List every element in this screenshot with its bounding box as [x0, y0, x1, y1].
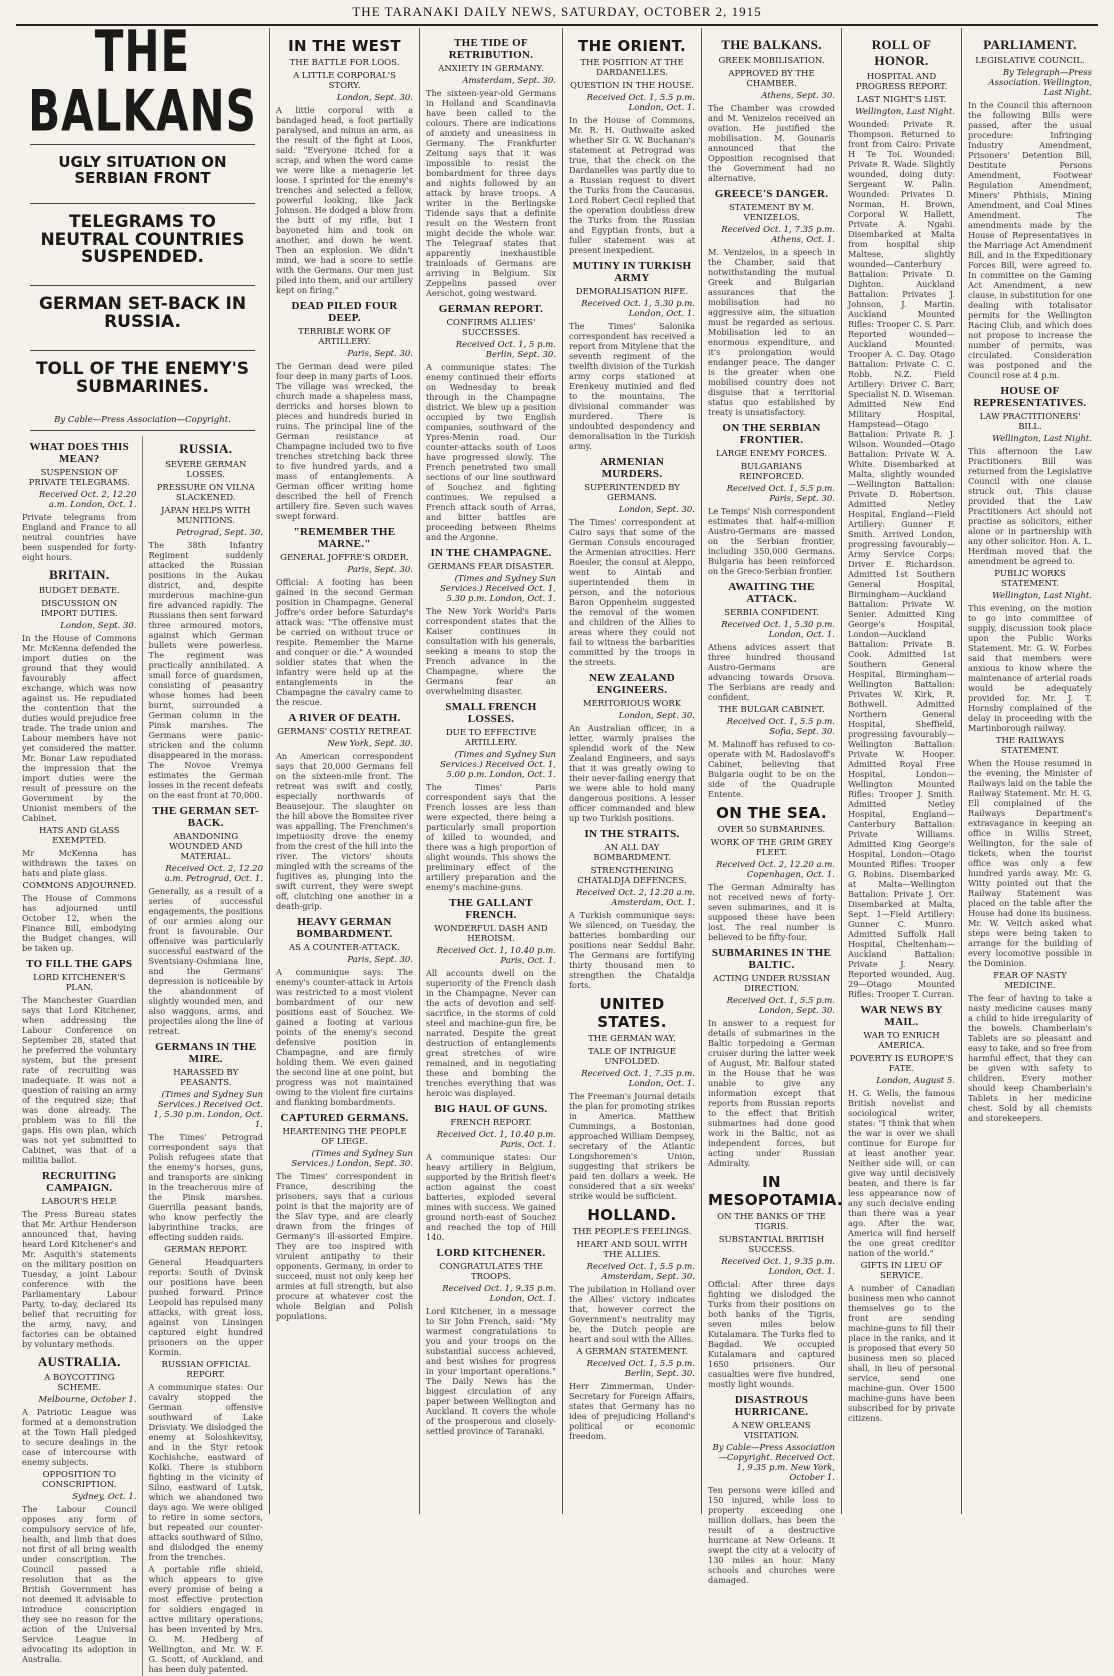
- subheading: ACTING UNDER RUSSIAN DIRECTION.: [712, 974, 831, 994]
- article-body: This evening, on the motion to go into committee of supply, discussion took place upon the Public Works Statement. Mr. G. W. Forbes said that members were anxious to know where the maintenance of arterial roads would be adequately provided for. Mr. J. T. Hornsby complained of the delay in proceeding with the Martinborough railway.: [968, 603, 1092, 733]
- article-body: Official: A footing has been gained in the second German position in Champagne. General Joffre's order before Saturday's attack was: "The offensive must be carried on without truce or respite. Remember the Marne and conquer or die." A wounded soldier states that when the infantry were held up at the entanglements in the Champagne the cavalry came to the rescue.: [276, 577, 413, 707]
- subheadline-german-setback: GERMAN SET-BACK IN RUSSIA.: [38, 294, 247, 333]
- subheading: THE BATTLE FOR LOOS.: [289, 58, 400, 68]
- column-parliament: [962, 28, 1098, 1514]
- section-heading: CAPTURED GERMANS.: [280, 1112, 409, 1124]
- subheadline-telegrams: TELEGRAMS TO NEUTRAL COUNTRIES SUSPENDED.: [40, 211, 245, 268]
- section-heading: THE ORIENT.: [578, 37, 686, 55]
- section-heading: A RIVER OF DEATH.: [288, 712, 401, 724]
- subheading: THE RAILWAYS STATEMENT.: [995, 736, 1065, 756]
- subheading: THE POSITION AT THE DARDANELLES.: [580, 58, 684, 78]
- article-body: The jubilation in Holland over the Allies' victory indicates that, however correct the Government's neutrality may be, the Dutch people are heart and soul with the Allies.: [569, 1284, 695, 1344]
- article-body: The Press Bureau states that Mr. Arthur Henderson announced that, having heard Lord Kitchener's and Mr. Asquith's statements on the military position on Tuesday, a joint Labour conference with the Parliamentary Labour Party, to-day, declared its belief that recruiting for the army, navy, and factories can be obtained by voluntary methods.: [22, 1208, 137, 1349]
- article-body: Lord Kitchener, in a message to Sir John French, said: "My warmest congratulations to you and your troops on the substantial success achieved, and best wishes for progress in your important operations." The Daily News has the biggest circulation of any paper between Wellington and Auckland. It covers the whole of the prosperous and closely-settled province of Taranaki.: [426, 1306, 556, 1436]
- section-heading: RUSSIA.: [179, 440, 233, 456]
- dateline: Received Oct. 2, 12.20 a.m. Amsterdam, Oct. 1.: [576, 888, 695, 908]
- column-roll-of-honor: [842, 28, 962, 1514]
- subheading: WAR TO ENRICH AMERICA.: [863, 1031, 940, 1051]
- dateline: London, Sept. 30.: [618, 711, 695, 721]
- masthead: THE TARANAKI DAILY NEWS, SATURDAY, OCTOBER 2, 1915: [16, 4, 1098, 26]
- subheading: OPPOSITION TO CONSCRIPTION.: [42, 1469, 117, 1490]
- subheading: OVER 50 SUBMARINES.: [717, 825, 826, 835]
- subheading: LORD KITCHENER'S PLAN.: [33, 972, 126, 993]
- article-body: Official: After three days fighting we dislodged the Turks from their positions on both banks of the Tigris, seven miles below Kutalamara. The Turks fled to Bagdad. We occupied Kutalamara and captured 1650 prisoners. Our casualties were five hundred, mostly light wounds.: [708, 1279, 835, 1389]
- subheading: BUDGET DEBATE.: [38, 585, 120, 596]
- dateline: Received Oct. 1, 9.35 p.m. London, Oct. 1.: [442, 1284, 556, 1304]
- article-body: A little corporal with a bandaged head, a foot partially paralysed, and minus an arm, as the result of the fight at Loos, said: "Everyone itched for a scrap, and when the word came we were like a menagerie let loose. I sprinted for the enemy's trenches and selected a fellow, powerful looking, like Jack Johnson. He dodged a blow from the butt of my rifle, but I bayoneted him and took on another, and down he went. Then an explosion. We didn't mind, we had a score to settle with the Germans. Our men just piled into them, and our artillery kept on firing.": [276, 105, 413, 295]
- subheading: CONFIRMS ALLIES' SUCCESSES.: [446, 318, 536, 338]
- article-body: Herr Zimmerman, Under-Secretary for Foreign Affairs, states that Germany has no idea of prejudicing Holland's political or economic freedom.: [569, 1381, 695, 1441]
- dateline: Received Oct. 2, 12.20 a.m. Copenhagen, Oct. 1.: [716, 860, 835, 880]
- article-body: The 38th Infantry Regiment suddenly attacked the Russian positions in the Aukau district, and, despite murderous machine-gun fire advanced rapidly. The Russians then sent forward three armoured motors, against which German bullets were powerless. The regiment was practically annihilated. A small force of guardsmen, consisting of peasantry whose homes had been burnt, surrounded a German column in the Pinsk marshes. The Germans were panic-stricken and the column disappeared in the morass. The Novoe Vremya estimates the German losses in the recent defeats on the east front at 70,000.: [148, 539, 263, 800]
- section-heading: AUSTRALIA.: [37, 1353, 121, 1369]
- subheading: SUBSTANTIAL BRITISH SUCCESS.: [718, 1235, 825, 1255]
- section-heading: IN THE WEST: [288, 37, 401, 55]
- subheading: FEAR OF NASTY MEDICINE.: [993, 971, 1067, 991]
- section-heading: THE TIDE OF RETRIBUTION.: [448, 37, 534, 61]
- subheading: A LITTLE CORPORAL'S STORY.: [293, 71, 396, 91]
- article-body: H. G. Wells, the famous British novelist and sociological writer, states: "I think that when the war is over we shall continue for Europe for at least another year. Neither side will, or can give way until decisively beaten, and there is far less appearance now of any such decisive ending than there was a year ago. After the war, America will find herself the one great creditor nation of the world.": [848, 1088, 955, 1258]
- dateline: Athens, Sept. 30.: [761, 91, 835, 101]
- section-heading: NEW ZEALAND ENGINEERS.: [589, 672, 675, 696]
- section-heading: SUBMARINES IN THE BALTIC.: [711, 947, 832, 971]
- article-body: The Manchester Guardian says that Lord Kitchener, when addressing the Labour Conference on September 28, stated that he preferred the voluntary system, but the present rate of recruiting was inadequate. It was not a question of raising an army of the required size; that was done already. The problem was to fill the gaps. His own plan, which was not yet submitted to Cabinet, was that of a militia ballot.: [22, 994, 137, 1165]
- dateline: By Telegraph—Press Association. Wellington, Last Night.: [988, 68, 1092, 98]
- article-body: M. Venizelos, in a speech in the Chamber, said that notwithstanding the mutual Greek and Bulgarian assurances that the mobilisation had no aggressive aim, the situation must be regarded as serious. Mobilisation led to an enormous expenditure, and it's prolongation would endanger peace. The danger is the greater when one mobilised country does not disguise that a territorial status quo established by treaty is unsatisfactory.: [708, 247, 835, 417]
- column-in-the-west: [270, 28, 420, 1514]
- section-heading: DISASTROUS HURRICANE.: [734, 1394, 809, 1418]
- section-heading: PARLIAMENT.: [983, 37, 1077, 52]
- column-the-balkans: [702, 28, 843, 1585]
- section-heading: UNITED STATES.: [597, 995, 667, 1031]
- dateline: Received Oct. 1, 5.5 p.m. Sofia, Sept. 30.: [726, 717, 835, 737]
- subheading: SERBIA CONFIDENT.: [724, 608, 819, 618]
- section-heading: BRITAIN.: [49, 566, 110, 582]
- subheading: SUSPENSION OF PRIVATE TELEGRAMS.: [28, 467, 130, 488]
- subheading: BULGARIANS REINFORCED.: [739, 462, 804, 482]
- article-body: The Times' correspondent at Cairo says that some of the German Consuls encouraged the Armenian atrocities. Herr Roesler, the consul at Aleppo, went to Aintab and superintended them in person, and the notorious Baron Oppenheim suggested the removal of the women and children of the Allies to areas where they could not fail to witness the barbarities committed by the troops in the streets.: [569, 517, 695, 667]
- subheading: LABOUR'S HELP.: [41, 1196, 118, 1207]
- divider: [30, 430, 255, 431]
- subheading: AN ALL DAY BOMBARDMENT.: [593, 843, 671, 863]
- subheading: ON THE BANKS OF THE TIGRIS.: [717, 1212, 826, 1232]
- article-body: Ten persons were killed and 150 injured, while loss to property exceeding one million dollars, has been the result of a destructive hurricane at New Orleans. It swept the city at a velocity of 130 miles an hour. Many schools and churches were damaged.: [708, 1485, 835, 1585]
- dateline: Received Oct. 1, 5 p.m. Berlin, Sept. 30.: [455, 340, 556, 360]
- article-body: Wounded: Private R. Thompson. Returned to front from Cairo: Private H Te Toi. Wounded: Private R. Wade. Slightly wounded, doing duty: Sergeant W. Palin. Wounded: Privates D. Norman, H. Brown, Corporal W. Hallett, Private A. Ngahi. Disembarked at Malta from hospital ship Maltese, slightly wounded—Canterbury Battalion: Private D. Dighton. Auckland Battalion: Privates J. Johnson, J. Martin. Auckland Mounted Rifles: Trooper C. S. Parr. Reported wounded—Auckland Mounted: Trooper A. C. Day. Otago Battalion: Private C. C. Robb. N.Z. Field Artillery: Driver C. Barr, Specialist N. D. Wiseman. Admitted New End Military Hospital, Hampstead—Otago Battalion: Private R. J. Wilson. Wounded—Otago Battalion: Private W. A. White. Disembarked at Malta, slightly wounded—Wellington Battalion: Private D. Robertson. Admitted Netley Hospital, England—Field Artillery: Gunner F. Smith. Arrived London, progressing favourably—Army Service Corps: Driver E. Richardson. Admitted 1st Southern General Hospital, Birmingham—Auckland Battalion: Private W. Senier. Admitted King George's Hospital, London—Auckland Battalion: Private B. Cook. Admitted 1st Southern General Hospital, Birmingham—Wellington Battalion: Privates W. Kirk, R. Bothwell. Admitted Northern General Hospital, Sheffield, progressing favourably—Wellington Battalion: Private W. Hooper. Admitted Royal Free Hospital, London—Wellington Mounted Rifles: Trooper J. Smith. Admitted Netley Hospital, England—Canterbury Battalion: Private Williams. Admitted King George's Hospital, London—Otago Mounted Rifles: Trooper G. Robins. Disembarked at Malta—Wellington Battalion: Private J. Orr. Disembarked at Malta, Sept. 1—Field Artillery: Gunner C. Munro. Admitted Suffolk Hall Hospital, Cheltenham—Auckland Battalion: Private J. Neary. Reported wounded, Aug. 29—Otago Mounted Rifles: Trooper T. Curran.: [848, 119, 955, 999]
- subheading: GENERAL JOFFRE'S ORDER.: [280, 553, 409, 563]
- section-heading: ARMENIAN MURDERS.: [599, 456, 665, 480]
- article-body: A number of Canadian business men who cannot themselves go to the front are sending machine-guns to fill their place in the ranks, and it is proposed that every 50 business men so placed shall, in lieu of personal service, send one machine-gun. Over 1500 machine-guns have been subscribed for by private citizens.: [848, 1283, 955, 1423]
- dateline: New York, Sept. 30.: [327, 739, 413, 749]
- subheading: QUESTION IN THE HOUSE.: [569, 81, 695, 91]
- dateline: Received Oct. 1, 9.35 p.m. London, Oct. 1.: [721, 1257, 835, 1277]
- subheading: PRESSURE ON VILNA SLACKENED.: [156, 482, 255, 503]
- subheading: A GERMAN STATEMENT.: [576, 1347, 688, 1357]
- section-heading: GREECE'S DANGER.: [714, 188, 829, 200]
- column-the-orient: [563, 28, 702, 1514]
- article-body: The Times' Paris correspondent says that the French losses are less than were expected, there being a particularly small proportion of killed to wounded, and there was a high proportion of slight wounds. This shows the preliminary effect of the artillery preparation and the enemy's machine-guns.: [426, 782, 556, 892]
- dateline: Amsterdam, Sept. 30.: [462, 76, 556, 86]
- subheading: DUE TO EFFECTIVE ARTILLERY.: [445, 728, 537, 748]
- article-body: The sixteen-year-old Germans in Holland and Scandinavia have been called to the colours. There are indications of anxiety and uneasiness in Germany. The Frankfurter Zeitung says that it was impossible to resist the bombardment for three days and nights followed by an attack by brave troops. A writer in the Berlingske Tidende says that a definite result on the Western front might decide the whole war. The Telegraaf states that apparently inexhaustible trainloads of Germans are arriving in Belgium. Six Zeppelins passed over Aerschot, going westward.: [426, 88, 556, 298]
- dateline: Petrograd, Sept. 30.: [175, 527, 263, 538]
- section-heading: MUTINY IN TURKISH ARMY: [572, 260, 692, 284]
- subheading: A BOYCOTTING SCHEME.: [44, 1372, 115, 1393]
- dateline: Received Oct. 1, 10.40 p.m. Paris, Oct. 1.: [436, 946, 556, 966]
- section-heading: SMALL FRENCH LOSSES.: [445, 701, 537, 725]
- subheading: WONDERFUL DASH AND HEROISM.: [434, 924, 548, 944]
- subheading: THE PEOPLE'S FEELINGS.: [572, 1227, 692, 1237]
- subheading: SEVERE GERMAN LOSSES.: [165, 459, 247, 480]
- dateline: Paris, Sept. 30.: [347, 349, 413, 359]
- dateline: Received Oct. 2, 12.20 a.m. Petrograd, Oct. 1.: [164, 863, 263, 884]
- subheadline-serbian-front: UGLY SITUATION ON SERBIAN FRONT: [58, 153, 227, 187]
- article-body: A communique says: The enemy's counter-attack in Artois was restricted to a most violent bombardment of our new positions east of Souchez. We gained a footing at various points of the enemy's second defensive position in Champagne, and are firmly holding them. We even gained the second line at one point, but progress was not maintained owing to the violent fire curtains and flanking bombardments.: [276, 967, 413, 1107]
- subheading: MERITORIOUS WORK: [582, 699, 682, 709]
- article-body: The House of Commons has adjourned until October 12, when the Finance Bill, embodying the Budget changes, will be taken up.: [22, 892, 137, 953]
- article-body: M. Malinoff has refused to co-operate with M. Radoslavoff's Cabinet, believing that Bulgaria ought to be on the side of the Quadruple Entente.: [708, 739, 835, 799]
- section-heading: RECRUITING CAMPAIGN.: [41, 1169, 117, 1194]
- dateline: London, Sept. 30.: [618, 505, 695, 515]
- article-body: In the House of Commons Mr. McKenna defended the import duties on the ground that they would favourably affect exchange, which was now against us. He repudiated the contention that the duties would prejudice free trade. The trade union and Labour members have not yet considered the matter. Mr. Bonar Law repudiated the impression that the import duties were the result of pressure on the Government by the Unionist members of the Cabinet.: [22, 632, 137, 823]
- article-body: An Australian officer, in a letter, warmly praises the splendid work of the New Zealand Engineers, and says that it was greatly owing to their never-failing energy that we were able to hold many dangerous positions. A lesser officer commanded and blew up two Turkish positions.: [569, 723, 695, 823]
- subheading: GERMANS FEAR DISASTER.: [427, 562, 555, 572]
- dateline: (Times and Sydney Sun Services.) Received Oct. 1, 5.30 p.m. London, Oct. 1.: [153, 1089, 263, 1130]
- section-heading: TO FILL THE GAPS: [26, 957, 133, 970]
- section-heading: LORD KITCHENER.: [436, 1247, 546, 1259]
- section-heading: ROLL OF HONOR.: [871, 37, 932, 68]
- article-body: An American correspondent says that 20,000 Germans fell on the sixteen-mile front. The retreat was swift and costly, especially northwards of Beausejour. The slaughter on the hill above the Bomsitee river was appalling. The Frenchmen's impetuosity drove the enemy from the crest of the hill into the river. The victors' shouts mingled with the screams of the fugitives as, plunging into the swift current, they were swept off, clutching one another in a death-grip.: [276, 751, 413, 911]
- dateline: Received Oct. 1, 5.5 p.m. Paris, Sept. 30.: [726, 484, 835, 504]
- section-heading: WAR NEWS BY MAIL.: [860, 1004, 943, 1028]
- dateline: Received Oct. 1, 7.35 p.m. Athens, Oct. 1.: [721, 225, 835, 245]
- subheading: STRENGTHENING CHATALDJA DEFENCES.: [577, 866, 687, 886]
- subheading: ABANDONING WOUNDED AND MATERIAL.: [169, 831, 243, 862]
- article-body: The Times' Petrograd correspondent says that Polish refugees state that the enemy's horses, guns, and transports are sinking in the treacherous mire of the Pinsk marshes. Guerrilla peasant bands, who know perfectly the labyrinthine tracks, are effecting sudden raids.: [148, 1131, 263, 1242]
- article-body: Private telegrams from England and France to all neutral countries have been suspended for forty-eight hours.: [22, 511, 137, 562]
- subheading: HATS AND GLASS EXEMPTED.: [39, 825, 120, 846]
- article-body: A communique states: Our cavalry stopped the German offensive southward of Lake Drisviaty. We dislodged the enemy at Soloshkevitsy, and in the Styr retook Kochishche, eastward of Kolki. There is stubborn fighting in the vicinity of Silno, eastward of Lutsk, which we abandoned two days ago. We were obliged to retire in some sectors, but repeated our counter-attacks southward of Silno, and dislodged the enemy from the trenches.: [148, 1381, 263, 1562]
- article-body: A portable rifle shield, which appears to give every promise of being a most effective protection for soldiers engaged in active military operations, has been invented by Mrs. O. M. Hedberg of Wellington, and Mr. W. F. G. Scott, of Auckland, and has been duly patented.: [148, 1563, 263, 1674]
- split-columns: [22, 436, 263, 1676]
- section-heading: ON THE SERBIAN FRONTIER.: [722, 422, 821, 446]
- dateline: (Times and Sydney Sun Services.) London, Sept. 30.: [291, 1149, 413, 1169]
- divider: [30, 144, 255, 145]
- section-heading: GERMAN REPORT.: [438, 303, 544, 315]
- article-body: The Times' Salonika correspondent has received a report from Mitylene that the seventh regiment of the twelfth division of the Turkish army corps stationed at Erenkeuy mutinied and fled to the mountains. The divisional commander was murdered. There is undoubted despondency and demoralisation in the Turkish army.: [569, 321, 695, 451]
- article-body: The Labour Council opposes any form of compulsory service of life, health, and limb that does not first of all bring wealth under conscription. The Council passed a resolution that as the British Government has not deemed it advisable to introduce conscription they see no reason for the action of the Universal Service League in advocating its adoption in Australia.: [22, 1503, 137, 1664]
- article-body: A Patriotic League was formed at a demonstration at the Town Hall pledged to secure dealings in the case of intercourse with enemy subjects.: [22, 1406, 137, 1467]
- subheading: GERMANS' COSTLY RETREAT.: [277, 727, 412, 737]
- subheading: THE BULGAR CABINET.: [718, 705, 825, 715]
- subheading: HARASSED BY PEASANTS.: [173, 1067, 239, 1088]
- press-credit: By Cable—Press Association—Copyright.: [54, 414, 231, 425]
- article-body: The fear of having to take a nasty medicine causes many a child to hide irregularity of the bowels. Chamberlain's Tablets are so pleasant and easy to take, and so free from harmful effect, that they can be given with safety to children. Every mother should keep Chamberlain's Tablets in her medicine chest. Sold by all chemists and storekeepers.: [968, 993, 1092, 1123]
- section-heading: THE BALKANS.: [721, 37, 822, 52]
- divider: [30, 350, 255, 351]
- dateline: London, August 5.: [876, 1076, 955, 1086]
- dateline: Received Oct. 1, 7.35 p.m. London, Oct. 1.: [581, 1069, 695, 1089]
- section-heading: DEAD PILED FOUR DEEP.: [291, 300, 398, 324]
- section-heading: "REMEMBER THE MARNE.": [293, 526, 396, 550]
- section-heading: WHAT DOES THIS MEAN?: [29, 440, 130, 465]
- article-body: General Headquarters reports: South of Dvinsk our positions have been pushed forward. Prince Leopold has repulsed many attacks, with great loss, against von Linsingen captured eight hundred prisoners on the upper Kormin.: [148, 1256, 263, 1357]
- dateline: Received Oct. 1, 5.30 p.m. London, Oct. 1.: [581, 299, 695, 319]
- article-body: The German Admiralty has not received news of forty-seven submarines, and it is supposed these have been lost. The real number is believed to be fifty-four.: [708, 882, 835, 942]
- subheading: LEGISLATIVE COUNCIL.: [975, 56, 1085, 66]
- article-body: When the House resumed in the evening, the Minister of Railways laid on the table the Railway Statement. Mr. H. G. Ell complained of the Railways Department's extravagance in keeping an office in Willis Street, Wellington, for the sale of tickets, when the tourist office was only a few hundred yards away. Mr. G. Witty pointed out that the Railway Statement was placed on the table after the House had done its business. Mr. W. Veitch asked what steps were being taken to arrange for the building of every locomotive possible in the Dominion.: [968, 758, 1092, 968]
- dateline: Received Oct. 1, 5.5 p.m. London, Sept. 30.: [726, 996, 835, 1016]
- page-columns: [16, 18, 1098, 1674]
- subheading: RUSSIAN OFFICIAL REPORT.: [161, 1359, 250, 1380]
- subheading: HEARTENING THE PEOPLE OF LIEGE.: [282, 1127, 407, 1147]
- subheading: GREEK MOBILISATION.: [718, 56, 825, 66]
- subheading: WORK OF THE GRIM GREY FLEET.: [710, 838, 833, 858]
- dateline: (Times and Sydney Sun Services.) Received Oct. 1, 5.30 p.m. London, Oct. 1.: [440, 574, 556, 604]
- subheading: COMMONS ADJOURNED.: [22, 880, 137, 891]
- subheading: DEMORALISATION RIFE.: [575, 287, 689, 297]
- column-balkans: [16, 18, 270, 1674]
- section-heading: IN THE STRAITS.: [584, 828, 680, 840]
- article-body: The German dead were piled four deep in many parts of Loos. The village was wrecked, the church made a shapeless mass, derricks and horses blown to pieces and hundreds buried in ruins. The principal line of the German resistance at Champagne included two to five trenches stretching back three to five hundred yards, and a mass of entanglements. A German officer writing home described the hell of French artillery fire. Seven such waves swept forward.: [276, 361, 413, 521]
- article-body: The New York World's Paris correspondent states that the Kaiser continues in consultation with his generals, seeking a means to stop the French advance in the Champagne, where the Germans fear an overwhelming disaster.: [426, 606, 556, 696]
- dateline: Received Oct. 1, 5.5 p.m. Amsterdam, Sept. 30.: [586, 1262, 695, 1282]
- dateline: London, Sept. 30.: [336, 93, 413, 103]
- section-heading: IN MESOPOTAMIA.: [708, 1173, 843, 1209]
- subheading: LAST NIGHT'S LIST.: [856, 95, 947, 105]
- section-heading: THE GERMAN SET-BACK.: [152, 804, 260, 829]
- dateline: London, Sept. 30.: [60, 620, 137, 631]
- dateline: Wellington, Last Night.: [855, 107, 955, 117]
- subheading: JAPAN HELPS WITH MUNITIONS.: [161, 505, 251, 526]
- subheading: HEART AND SOUL WITH THE ALLIES.: [576, 1240, 688, 1260]
- subheading: AS A COUNTER-ATTACK.: [288, 943, 401, 953]
- subheading: GIFTS IN LIEU OF SERVICE.: [860, 1261, 943, 1281]
- article-body: A communique states: Our heavy artillery in Belgium, supported by the British fleet's action against the coast batteries, exploded several mines with success. We gained ground north-east of Souchez and reached the top of Hill 140.: [426, 1152, 556, 1242]
- article-body: Athens advices assert that three hundred thousand Austro-Germans are advancing towards Orsova. The Serbians are ready and confident.: [708, 642, 835, 702]
- section-heading: BIG HAUL OF GUNS.: [434, 1103, 548, 1115]
- subheading: LARGE ENEMY FORCES.: [716, 449, 827, 459]
- subheading: THE GERMAN WAY.: [588, 1034, 676, 1044]
- headline-the-balkans: THE BALKANS: [28, 18, 257, 145]
- section-heading: HOLLAND.: [587, 1206, 677, 1224]
- section-heading: ON THE SEA.: [716, 804, 827, 822]
- article-body: The Chamber was crowded and M. Venizelos received an ovation. He justified the mobilisation. M. Gounaris announced that the Opposition recognised that the Government had no alternative.: [708, 103, 835, 183]
- column-what-does-this-mean: [22, 436, 143, 1676]
- dateline: Received Oct. 2, 12.20 a.m. London, Oct. 1.: [38, 489, 137, 510]
- article-body: In answer to a request for details of submarines in the Baltic torpedoing a German cruiser during the latter week of August, Mr. Balfour stated in the House that he was unable to give any information except that reports from Russian reports to the effect that British submarines had done good work in the Baltic, not as independent forces, but acting under Russian Admiralty.: [708, 1018, 835, 1168]
- subheading: GERMAN REPORT.: [164, 1244, 248, 1255]
- dateline: Sydney, Oct. 1.: [72, 1491, 137, 1502]
- subheading: HOSPITAL AND PROGRESS REPORT.: [855, 72, 948, 92]
- section-heading: THE GALLANT FRENCH.: [449, 897, 533, 921]
- dateline: (Times and Sydney Sun Services.) Received Oct. 1, 5.00 p.m. London, Oct. 1.: [440, 750, 556, 780]
- article-body: All accounts dwell on the superiority of the French dash in the Champagne. Never can the acts of devotion and self-sacrifice, in the storms of cold steel and machine-gun fire, be narrated. Despite the great destruction of entanglements great stretches of wire remained, and in negotiating these and bombing the trenches everything that was heroic was displayed.: [426, 968, 556, 1098]
- dateline: Paris, Sept. 30.: [347, 955, 413, 965]
- dateline: Wellington, Last Night.: [992, 591, 1092, 601]
- dateline: Wellington, Last Night.: [992, 434, 1092, 444]
- article-body: Mr McKenna has withdrawn the taxes on hats and plate glass.: [22, 847, 137, 878]
- subheading: POVERTY IS EUROPE'S FATE.: [849, 1054, 954, 1074]
- subheading: TERRIBLE WORK OF ARTILLERY.: [298, 327, 391, 347]
- article-body: The Times' correspondent in France, describing the prisoners, says that a curious point is that the majority are of the Slav type, and are clearly drawn from the fringes of Germany's ill-assorted Empire. They are too inspired with virulent antipathy to their opponents. Germany, in order to succeed, must not only keep her armies at full strength, but also procure at whatever cost the whole Belgian and Polish populations.: [276, 1171, 413, 1321]
- column-russia: [149, 436, 264, 1676]
- article-body: In the Council this afternoon the following Bills were passed, after the usual procedure: Infringing Industry Amendment, Prisoners' Detention Bill, Destitute Persons Amendment, Footwear Regulation Amendment, Miners' Phthisis, Mining Amendment, and Coal Mines Amendment. The amendments made by the House of Representatives in the Marriage Act Amendment Bill, and in the Expeditionary Forces Bill, were agreed to. In committee on the Gaming Act Amendment, a new clause, in substitution for one dealing with totalisator permits for the Wellington Racing Club, and which does not propose to increase the number of permits, was circulated. Consideration was postponed and the Council rose at 4 p.m.: [968, 100, 1092, 380]
- subheading: CONGRATULATES THE TROOPS.: [439, 1262, 543, 1282]
- dateline: Received Oct. 1, 5.5 p.m. London, Oct. 1.: [586, 93, 695, 113]
- article-body: Le Temps' Nish correspondent estimates that half-a-million Austro-Germans are massed on the Serbian frontier, including 350,000 Germans. Bulgaria has been reinforced on the Greco-Serbian frontier.: [708, 506, 835, 576]
- dateline: Paris, Sept. 30.: [347, 565, 413, 575]
- dateline: Received Oct. 1, 5.30 p.m. London, Oct. 1.: [721, 620, 835, 640]
- column-tide-of-retribution: [420, 28, 563, 1514]
- subheading: ANXIETY IN GERMANY.: [438, 64, 544, 74]
- subheading: STATEMENT BY M. VENIZELOS.: [728, 203, 815, 223]
- dateline: Received Oct. 1, 10.40 p.m. Paris, Oct. 1.: [436, 1130, 556, 1150]
- article-body: This afternoon the Law Practitioners Bill was returned from the Legislative Council with one clause struck out. This clause provided that the Law Practitioners Act should not practise as solicitors, either alone or in partnership with any other solicitor. Hon. A. L. Herdman moved that the amendment be agreed to.: [968, 446, 1092, 566]
- section-heading: IN THE CHAMPAGNE.: [430, 547, 552, 559]
- section-heading: HEAVY GERMAN BOMBARDMENT.: [296, 916, 393, 940]
- subheading: LAW PRACTITIONERS' BILL.: [979, 412, 1081, 432]
- divider: [30, 285, 255, 286]
- article-body: Generally, as a result of a series of successful engagements, the positions of our armies along our front is favourable. Our offensive was particularly successful eastward of the Sventsiany-Oshmiana line, and the Germans' depression is noticeable by the abandonment of slightly wounded men, and also waggons, arms, and projectiles along the line of retreat.: [148, 885, 263, 1036]
- subheadline-submarines: TOLL OF THE ENEMY'S SUBMARINES.: [35, 358, 250, 397]
- article-body: A Turkish communique says: We silenced, on Tuesday, the batteries bombarding our positions near Seddul Bahr. The Germans are fortifying thirty thousand men to strengthen the Chataldja forts.: [569, 910, 695, 990]
- article-body: In the House of Commons, Mr. R. H. Outhwaite asked whether Sir G. W. Buchanan's statement at Petrograd was true, that the check on the Dardanelles was partly due to a Russian request to divert the Turks from the Caucasus. Lord Robert Cecil replied that the operation doubtless drew the Turks from the Russian and Egyptian fronts, but a fuller statement was at present inexpedient.: [569, 115, 695, 255]
- dateline: Melbourne, October 1.: [38, 1394, 137, 1405]
- section-heading: AWAITING THE ATTACK.: [728, 581, 815, 605]
- divider: [30, 203, 255, 204]
- article-body: A communique states: The enemy continued their efforts on Wednesday to break through in the Champagne district. We blew up a position occupied by two English companies, southward of the Ypres-Menin road. Our counter-attacks south of Loos have progressed slowly. The French penetrated two small sections of our line southward of Souchez and fighting continues. We repulsed a French attack south of Arras, and bitter battles are proceeding between Rheims and the Argonne.: [426, 362, 556, 542]
- dateline: By Cable—Press Association—Copyright. Received Oct. 1, 9.35 p.m. New York, October 1.: [712, 1443, 835, 1483]
- dateline: Received Oct. 1, 5.5 p.m. Berlin, Sept. 30.: [586, 1359, 695, 1379]
- subheading: SUPERINTENDED BY GERMANS.: [584, 483, 680, 503]
- subheading: APPROVED BY THE CHAMBER.: [728, 69, 815, 89]
- subheading: PUBLIC WORKS STATEMENT.: [994, 569, 1066, 589]
- subheading: A NEW ORLEANS VISITATION.: [732, 1421, 811, 1441]
- subheading: TALE OF INTRIGUE UNFOLDED.: [588, 1047, 676, 1067]
- subheading: FRENCH REPORT.: [450, 1118, 532, 1128]
- subheading: DISCUSSION ON IMPORT DUTIES.: [40, 598, 118, 619]
- section-heading: HOUSE OF REPRESENTATIVES.: [973, 385, 1087, 409]
- article-body: The Freeman's Journal details the plan for promoting strikes in America. Matthew Cummings, a Bostonian, approached William Dempsey, secretary of the Atlantic Longshoremen's Union, suggesting that strikers be paid ten dollars a week. He considered that a six weeks' strike would be sufficient.: [569, 1091, 695, 1201]
- section-heading: GERMANS IN THE MIRE.: [155, 1040, 257, 1065]
